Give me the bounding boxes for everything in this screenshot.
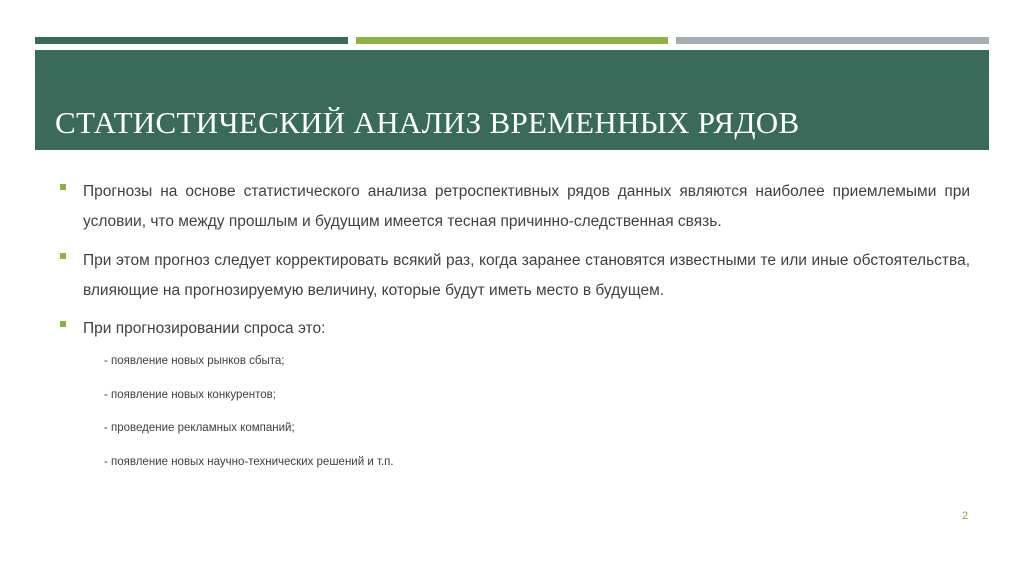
- bullet-square-icon: [60, 184, 66, 190]
- sub-list-item: - появление новых научно-технических решений и т.п.: [104, 456, 394, 468]
- bullet-square-icon: [60, 321, 66, 327]
- bullet-text: Прогнозы на основе статистического анализа ретроспективных рядов данных являются наиболее приемлемыми при условии, что между прошлым и будущим имеется тесная причинно-следственная связь.: [83, 183, 970, 230]
- sub-list-item: - появление новых конкурентов;: [104, 389, 276, 401]
- bullet-square-icon: [60, 253, 66, 259]
- bullet-text: При прогнозировании спроса это:: [83, 320, 326, 337]
- bullet-text: При этом прогноз следует корректировать всякий раз, когда заранее становятся известными те или иные обстоятельства, влияющие на прогнозируемую величину, которые будут иметь место в будущем.: [83, 252, 970, 299]
- slide-title: СТАТИСТИЧЕСКИЙ АНАЛИЗ ВРЕМЕННЫХ РЯДОВ: [55, 105, 800, 140]
- page-number: 2: [962, 510, 969, 522]
- sub-list-item: - проведение рекламных компаний;: [104, 422, 295, 434]
- bullet-item: [60, 314, 970, 344]
- sub-list-item: - появление новых рынков сбыта;: [104, 355, 285, 367]
- bullet-item: [60, 177, 970, 239]
- bullet-item: [60, 246, 970, 308]
